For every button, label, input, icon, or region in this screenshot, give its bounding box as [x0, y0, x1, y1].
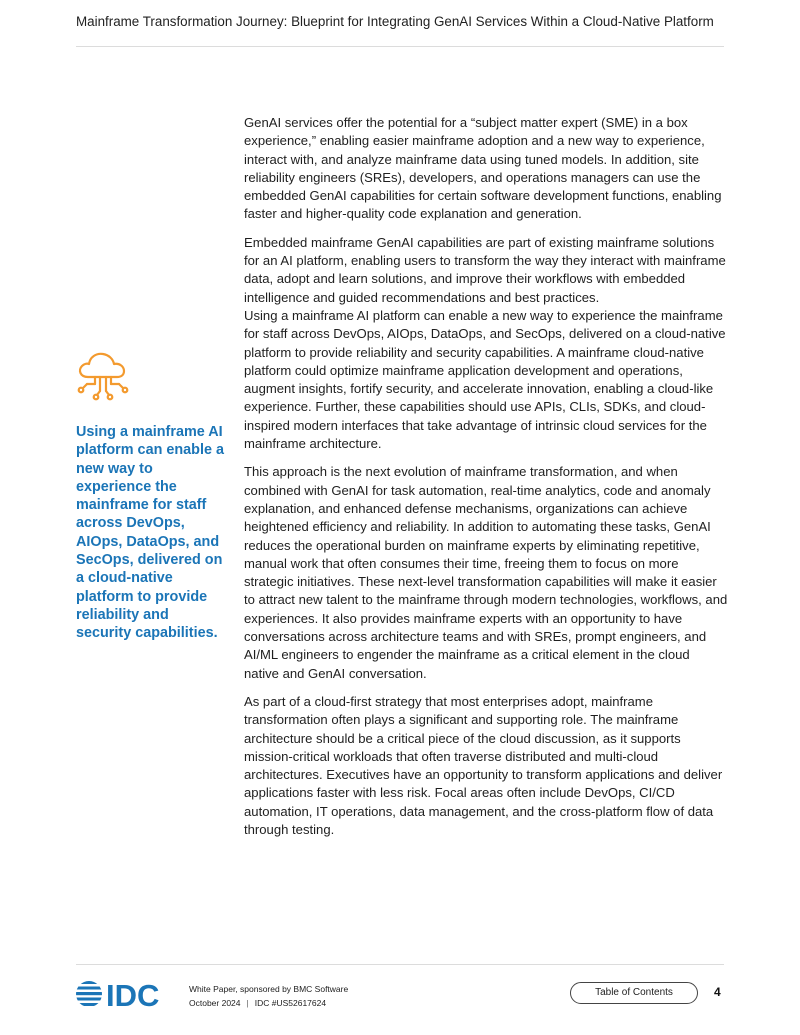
footer-separator: |: [246, 998, 249, 1008]
footer-date-line: [189, 996, 348, 1010]
main-body: [244, 114, 728, 839]
footer-sponsor-line: White Paper, sponsored by BMC Software: [189, 984, 349, 994]
header-divider: [76, 46, 724, 47]
footer-info: [189, 982, 348, 1010]
body-paragraph-5: As part of a cloud-first strategy that most enterprises adopt, mainframe transformation often plays a significant and supporting role. The mainframe architecture should be a critical piece of the cloud discussion, as it supports mission-critical workloads that often traverse distributed and multi-cloud architectures. Executives have an opportunity to transform applications and deliver applications faster with less risk. Focal areas often include DevOps, CI/CD automation, IT operations, data management, and the cross-platform flow of data through testing.: [244, 693, 723, 837]
body-paragraph-3: Using a mainframe AI platform can enable a new way to experience the mainframe for staff across DevOps, AIOps, DataOps, and SecOps, delivered on a cloud-native platform to provide reliability and security capabilities. A mainframe cloud-native platform could optimize mainframe application development and operations, augment insights, fortify security, and accelerate innovation, enabling a cloud-like experience. Further, these capabilities should use APIs, CLIs, SDKs, and cloud-inspired modern interfaces that take advantage of intrinsic cloud services for the mainframe architecture.: [244, 307, 726, 452]
cloud-network-icon: [74, 347, 132, 405]
idc-logo-text: IDC: [106, 978, 160, 1010]
footer-doc-id: IDC #US52617624: [254, 998, 327, 1008]
page-header-title: Mainframe Transformation Journey: Blueprint for Integrating GenAI Services Within a Cloud-Native Platform: [76, 14, 714, 29]
footer-divider: [76, 964, 724, 965]
body-paragraph-2: Embedded mainframe GenAI capabilities are part of existing mainframe solutions for an AI platform, enabling users to transform the way they interact with mainframe data, adopt and learn solutions, and improve their workflows with embedded intelligence and guided recommendations and best practices.: [244, 234, 726, 305]
body-paragraph-4: This approach is the next evolution of mainframe transformation, and when combined with GenAI for task automation, real-time analytics, code and anomaly explanation, and enhanced defense mechanisms, organizations can achieve heightened efficiency and reliability. In addition to automating these tasks, GenAI reduces the operational burden on mainframe experts by eliminating repetitive, manual work that often consumes their time, freeing them to focus on more strategic initiatives. These next-level transformation capabilities will make it easier to attract new talent to the mainframe through modern technologies, workflows, and experiences. It also provides mainframe experts with an opportunity to have conversations across architecture teams and with SREs, prompt engineers, and AI/ML engineers to engender the mainframe as a critical element in the cloud native and GenAI conversation.: [244, 464, 728, 681]
idc-logo: [76, 978, 172, 1010]
table-of-contents-button[interactable]: Table of Contents: [570, 982, 698, 1004]
footer-date: October 2024: [189, 998, 241, 1008]
sidebar-pullquote: Using a mainframe AI platform can enable a new way to experience the mainframe for staff across DevOps, AIOps, DataOps, and SecOps, delivered on a cloud-native platform to provide reliability and security capabilities.: [76, 424, 224, 642]
body-paragraph-1: GenAI services offer the potential for a “subject matter expert (SME) in a box experience,” enabling easier mainframe adoption and a new way to experience, interact with, and analyze mainframe data using tuned models. In addition, site reliability engineers (SREs), developers, and operations managers can use the embedded GenAI capabilities for certain software development functions, enabling faster and higher-quality code explanation and generation.: [244, 115, 722, 222]
page-number: 4: [714, 985, 721, 999]
